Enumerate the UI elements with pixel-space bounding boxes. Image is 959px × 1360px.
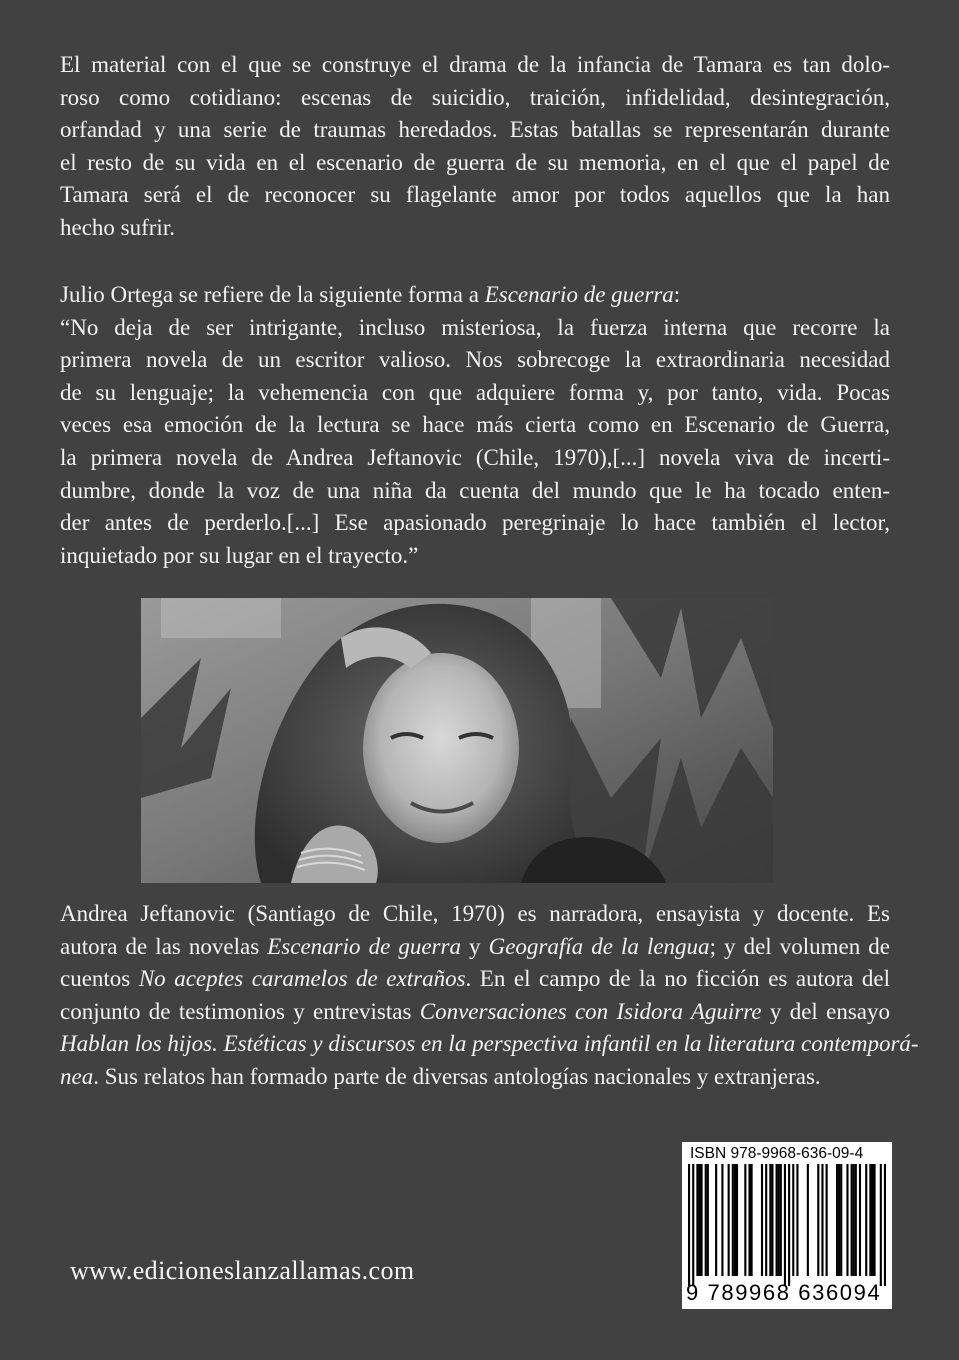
barcode-bar — [851, 1164, 853, 1276]
barcode-bar — [796, 1164, 798, 1276]
barcode-bar — [715, 1164, 717, 1276]
bio-book-title: Geografía de la lengua — [488, 933, 710, 959]
barcode-bar — [846, 1164, 848, 1276]
barcode-bars — [688, 1164, 886, 1286]
barcode-bar — [776, 1164, 778, 1276]
synopsis-line: hecho sufrir. — [60, 214, 175, 240]
barcode-bar — [701, 1164, 703, 1276]
synopsis-line: el resto de su vida en el escenario de guerra de su memoria, en el que el papel de — [60, 149, 890, 175]
barcode-bar — [826, 1164, 828, 1276]
barcode-bar — [780, 1164, 782, 1276]
barcode-bar — [884, 1164, 886, 1286]
barcode-bar — [721, 1164, 723, 1276]
barcode-bar — [765, 1164, 767, 1276]
barcode-bar — [788, 1164, 790, 1286]
barcode-bar — [836, 1164, 838, 1276]
barcode-bar — [855, 1164, 857, 1276]
barcode-bar — [771, 1164, 773, 1276]
isbn-barcode — [682, 1142, 892, 1309]
barcode-bar — [880, 1164, 882, 1286]
barcode-bar — [792, 1164, 794, 1276]
barcode-bar — [838, 1164, 840, 1276]
synopsis-line: orfandad y una serie de traumas heredados. Estas batallas se representarán durante — [60, 117, 890, 143]
barcode-bar — [840, 1164, 842, 1276]
bio-text: . Sus relatos han formado parte de diversas antologías nacionales y extranjeras. — [93, 1063, 821, 1089]
review-intro-text: Julio Ortega se refiere de la siguiente forma a — [60, 282, 485, 307]
barcode-bar — [873, 1164, 875, 1276]
review-paragraph — [60, 279, 890, 572]
bio-text: y del ensayo — [761, 998, 890, 1024]
barcode-bar — [736, 1164, 738, 1276]
barcode-bar — [748, 1164, 750, 1276]
review-quote-line: primera novela de un escritor valioso. Nos sobrecoge la extraordinaria necesidad — [60, 347, 890, 373]
review-intro-book-title: Escenario de guerra — [484, 282, 674, 307]
bio-text: . En el campo de la no ficción es autora del — [465, 966, 891, 992]
barcode-bar — [869, 1164, 871, 1276]
bio-line — [60, 1061, 890, 1094]
bio-line — [60, 963, 890, 996]
isbn-label: ISBN 978-9968-636-09-4 — [690, 1145, 864, 1162]
bio-line: Andrea Jeftanovic (Santiago de Chile, 1970) es narradora, ensayista y docente. Es — [60, 901, 890, 926]
barcode-bar — [688, 1164, 690, 1286]
barcode-bar — [807, 1164, 809, 1276]
bio-text: y — [460, 933, 489, 959]
barcode-bar — [744, 1164, 746, 1276]
barcode-bar — [865, 1164, 867, 1276]
bio-book-title: Hablan los hijos. Estéticas y discursos en la perspectiva infantil en la literatura contemporá- — [60, 1031, 919, 1057]
bio-paragraph — [60, 898, 919, 1094]
review-quote-line: de su lenguaje; la vehemencia con que adquiere forma y, por tanto, vida. Pocas — [60, 379, 890, 405]
barcode-bar — [734, 1164, 736, 1276]
review-quote-line: dumbre, donde la voz de una niña da cuenta del mundo que le ha tocado enten- — [60, 477, 890, 503]
bio-line — [60, 1028, 919, 1061]
barcode-bar — [705, 1164, 707, 1276]
barcode-bar — [769, 1164, 771, 1276]
review-quote-line: der antes de perderlo.[...] Ese apasionado peregrinaje lo hace también el lector, — [60, 510, 890, 536]
barcode-bar — [859, 1164, 861, 1276]
bio-line — [60, 931, 890, 964]
ean-digits: 9 789968 636094 — [686, 1280, 882, 1305]
publisher-website[interactable]: www.edicioneslanzallamas.com — [70, 1256, 415, 1285]
review-quote-line: la primera novela de Andrea Jeftanovic (Chile, 1970),[...] novela viva de incerti- — [60, 444, 890, 470]
review-intro — [60, 279, 890, 312]
synopsis-line: Tamara será el de reconocer su flagelante amor por todos aquellos que la han — [60, 182, 890, 208]
barcode-bar — [692, 1164, 694, 1286]
barcode-bar — [817, 1164, 819, 1276]
review-intro-end: : — [673, 282, 681, 307]
synopsis-paragraph — [60, 49, 890, 245]
bio-book-title: nea — [60, 1063, 94, 1089]
bio-book-title: Escenario de guerra — [267, 933, 461, 959]
bio-text: autora de las novelas — [60, 933, 268, 959]
bio-book-title: No aceptes caramelos de extraños — [138, 966, 466, 992]
barcode-bar — [696, 1164, 698, 1276]
author-photo — [141, 598, 773, 883]
review-quote-line: “No deja de ser intrigante, incluso misteriosa, la fuerza interna que recorre la — [60, 314, 890, 340]
review-quote-line: veces esa emoción de la lectura se hace más cierta como en Escenario de Guerra, — [60, 412, 890, 438]
review-quote-line: inquietado por su lugar en el trayecto.” — [60, 542, 419, 568]
barcode-bar — [871, 1164, 873, 1276]
barcode-bar — [728, 1164, 730, 1276]
bio-book-title: Conversaciones con Isidora Aguirre — [419, 998, 762, 1024]
bio-text: cuentos — [60, 966, 139, 992]
barcode-bar — [761, 1164, 763, 1276]
barcode-bar — [821, 1164, 823, 1276]
barcode-bar — [853, 1164, 855, 1276]
synopsis-line: roso como cotidiano: escenas de suicidio, traición, infidelidad, desintegración, — [60, 84, 890, 110]
barcode-bar — [778, 1164, 780, 1276]
barcode-bar — [732, 1164, 734, 1276]
barcode-bar — [784, 1164, 786, 1286]
bio-text: ; y del volumen de — [709, 933, 891, 959]
bio-line — [60, 996, 890, 1029]
bio-text: conjunto de testimonios y entrevistas — [60, 998, 420, 1024]
barcode-bar — [698, 1164, 700, 1276]
barcode-bar — [751, 1164, 753, 1276]
synopsis-line: El material con el que se construye el drama de la infancia de Tamara es tan dolo- — [60, 52, 890, 77]
barcode-bar — [707, 1164, 709, 1276]
